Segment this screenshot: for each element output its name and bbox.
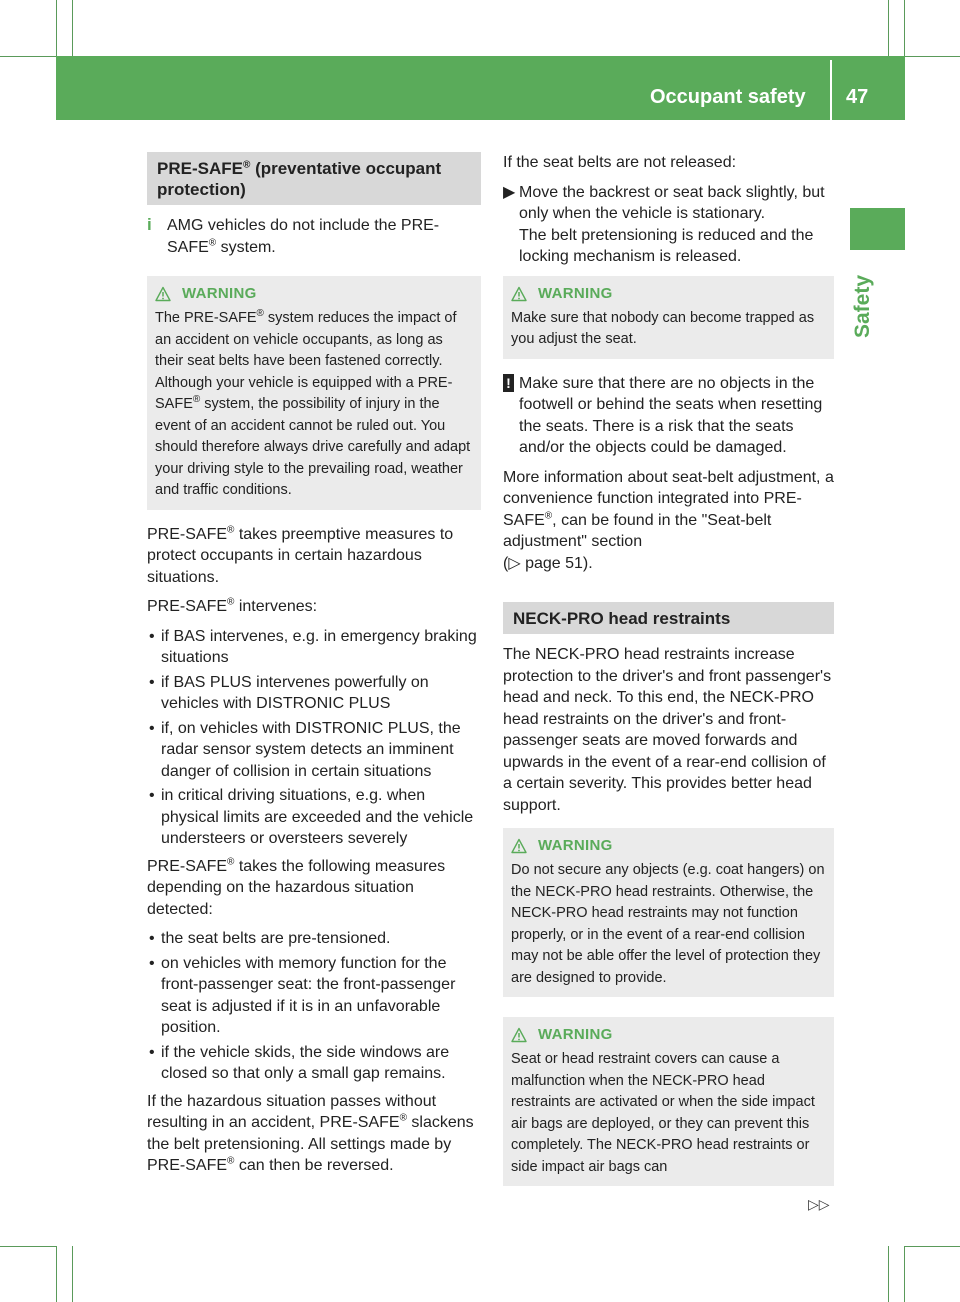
warning-text: Do not secure any objects (e.g. coat hangers) on the NECK-PRO head restraints. Otherwise, the NECK-PRO head restraints may not function properly, or in the event of a rear-end collision may not be able offer the level of protection they are designed to provide. xyxy=(511,862,825,986)
warning-text: Seat or head restraint covers can cause a malfunction when the NECK-PRO head restraints are activated or when the side impact air bags are deployed, or they can prevent this completely. The NECK-PRO head restraints or side impact air bags can xyxy=(511,1051,815,1175)
list-item: • if BAS PLUS intervenes powerfully on vehicles with DISTRONIC PLUS xyxy=(147,672,481,715)
list-item: • on vehicles with memory function for the front-passenger seat: the front-passenger seat is adjusted if it is in an unfavorable position. xyxy=(147,953,481,1039)
warning-header xyxy=(511,282,826,306)
warning-text: Make sure that nobody can become trapped as you adjust the seat. xyxy=(511,309,815,347)
warning-triangle-icon xyxy=(511,1027,527,1043)
crop-mark xyxy=(0,1246,56,1247)
continued-marker: ▷▷ xyxy=(808,1196,830,1212)
crop-mark xyxy=(56,0,57,56)
list-item: • if, on vehicles with DISTRONIC PLUS, the radar sensor system detects an imminent danger of collision in certain situations xyxy=(147,718,481,783)
section-tab xyxy=(850,208,905,250)
info-note: i AMG vehicles do not include the PRE-SAFE® system. xyxy=(147,215,440,256)
crop-mark xyxy=(905,1246,960,1247)
warning-box xyxy=(503,276,834,359)
chapter-title: Occupant safety xyxy=(650,86,806,108)
warning-label: WARNING xyxy=(538,1026,613,1044)
crop-mark xyxy=(56,1246,57,1302)
paragraph: PRE-SAFE® takes the following measures depending on the hazardous situation detected: xyxy=(147,856,446,918)
crop-mark xyxy=(0,56,56,57)
page-number: 47 xyxy=(846,86,869,108)
section-heading: PRE-SAFE® (preventative occupant protection) xyxy=(147,152,481,205)
step-result: The belt pretensioning is reduced and the locking mechanism is released. xyxy=(519,226,814,265)
crop-mark xyxy=(904,0,905,56)
header-separator xyxy=(830,60,832,120)
warning-header xyxy=(511,1023,826,1047)
warning-box xyxy=(147,276,481,510)
warning-box xyxy=(503,1017,834,1186)
exclamation-icon: ! xyxy=(503,374,514,392)
paragraph: More information about seat-belt adjustment, a convenience function integrated into PRE-SAFE®, can be found in the "Seat-belt adjustment" section (▷ page 51). xyxy=(503,468,834,572)
crop-mark xyxy=(888,0,889,56)
measures-list xyxy=(147,928,481,1085)
paragraph: PRE-SAFE® takes preemptive measures to protect occupants in certain hazardous situations. xyxy=(147,524,454,586)
crop-mark xyxy=(905,56,960,57)
list-item: • if the vehicle skids, the side windows are closed so that only a small gap remains. xyxy=(147,1042,481,1085)
step-arrow-icon: ▶ xyxy=(503,183,516,201)
warning-triangle-icon xyxy=(511,286,527,302)
crop-mark xyxy=(72,0,73,56)
list-item: • in critical driving situations, e.g. when physical limits are exceeded and the vehicle understeers or oversteers severely xyxy=(147,785,481,850)
paragraph: PRE-SAFE® intervenes: xyxy=(147,596,318,615)
warning-header xyxy=(155,282,473,306)
warning-box xyxy=(503,828,834,997)
right-column xyxy=(503,152,834,1200)
crop-mark xyxy=(904,1246,905,1302)
warning-triangle-icon xyxy=(155,286,171,302)
intervention-list xyxy=(147,626,481,850)
section-heading: NECK-PRO head restraints xyxy=(503,602,834,634)
crop-mark xyxy=(72,1246,73,1302)
action-step: ▶ Move the backrest or seat back slightly, but only when the vehicle is stationary. The belt pretensioning is reduced and the locking mechanism is released. xyxy=(503,182,834,268)
crop-mark xyxy=(888,1246,889,1302)
paragraph: If the hazardous situation passes without resulting in an accident, PRE-SAFE® slackens the belt pretensioning. All settings made by PRE-SAFE® can then be reversed. xyxy=(147,1092,474,1174)
list-item: • if BAS intervenes, e.g. in emergency braking situations xyxy=(147,626,481,669)
info-icon: i xyxy=(147,215,152,234)
warning-label: WARNING xyxy=(538,284,613,302)
paragraph: If the seat belts are not released: xyxy=(503,154,737,171)
paragraph: The NECK-PRO head restraints increase protection to the driver's and front passenger's head and neck. To this end, the NECK-PRO head restraints on the driver's and front-passenger seats are moved forwards and upwards in the event of a rear-end collision of a certain severity. This provides better head support. xyxy=(503,646,832,814)
page-reference-link[interactable]: (▷ page 51). xyxy=(503,554,593,572)
left-column xyxy=(147,152,481,1185)
warning-text: The PRE-SAFE® system reduces the impact of an accident on vehicle occupants, as long as their seat belts have been fastened correctly. Although your vehicle is equipped with a PRE-SAFE® system, the possibility of injury in the event of an accident cannot be ruled out. You should therefore always drive carefully and adapt your driving style to the prevailing road, weather and traffic conditions. xyxy=(155,308,471,498)
list-item: • the seat belts are pre-tensioned. xyxy=(147,928,481,950)
warning-header xyxy=(511,834,826,858)
caution-note: ! Make sure that there are no objects in the footwell or behind the seats when resetting the seats. There is a risk that the seats and/or the objects could be damaged. xyxy=(503,373,834,459)
warning-label: WARNING xyxy=(538,837,613,855)
section-label: Safety xyxy=(851,274,874,338)
warning-label: WARNING xyxy=(182,285,257,303)
warning-triangle-icon xyxy=(511,838,527,854)
